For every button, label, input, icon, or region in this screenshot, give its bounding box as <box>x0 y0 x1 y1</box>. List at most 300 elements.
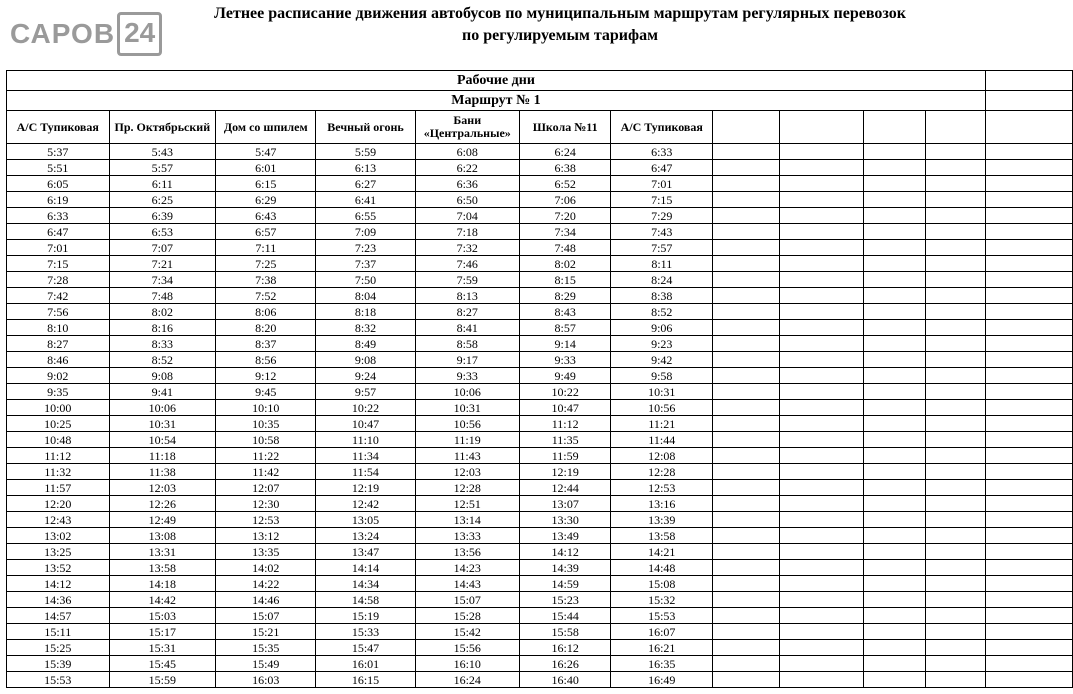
empty-cell <box>713 544 780 560</box>
time-cell: 16:35 <box>611 656 713 672</box>
empty-cell <box>985 480 1072 496</box>
empty-cell <box>864 560 926 576</box>
empty-cell <box>780 208 864 224</box>
empty-cell <box>780 544 864 560</box>
empty-cell <box>926 656 986 672</box>
time-cell: 15:23 <box>519 592 611 608</box>
stop-header: Пр. Октябрьский <box>109 111 216 144</box>
time-cell: 7:28 <box>7 272 110 288</box>
time-cell: 11:34 <box>316 448 415 464</box>
time-cell: 8:43 <box>519 304 611 320</box>
empty-cell <box>985 400 1072 416</box>
time-cell: 12:19 <box>316 480 415 496</box>
table-row <box>7 416 1073 432</box>
time-cell: 16:03 <box>216 672 316 688</box>
time-cell: 9:08 <box>109 368 216 384</box>
time-cell: 10:48 <box>7 432 110 448</box>
time-cell: 10:56 <box>611 400 713 416</box>
time-cell: 7:23 <box>316 240 415 256</box>
empty-cell <box>985 224 1072 240</box>
empty-cell <box>780 656 864 672</box>
empty-cell <box>926 240 986 256</box>
empty-cell <box>780 192 864 208</box>
time-cell: 7:04 <box>415 208 519 224</box>
time-cell: 6:15 <box>216 176 316 192</box>
time-cell: 6:08 <box>415 144 519 160</box>
empty-cell <box>864 672 926 688</box>
table-row <box>7 288 1073 304</box>
time-cell: 8:27 <box>415 304 519 320</box>
empty-cell <box>926 624 986 640</box>
empty-cell <box>926 144 986 160</box>
empty-cell <box>926 368 986 384</box>
time-cell: 15:32 <box>611 592 713 608</box>
empty-cell <box>713 352 780 368</box>
time-cell: 6:27 <box>316 176 415 192</box>
time-cell: 6:29 <box>216 192 316 208</box>
empty-cell <box>780 352 864 368</box>
empty-cell <box>926 224 986 240</box>
time-cell: 15:58 <box>519 624 611 640</box>
time-cell: 8:18 <box>316 304 415 320</box>
time-cell: 13:31 <box>109 544 216 560</box>
empty-cell <box>713 240 780 256</box>
empty-cell <box>780 144 864 160</box>
table-row <box>7 304 1073 320</box>
time-cell: 7:21 <box>109 256 216 272</box>
table-row <box>7 336 1073 352</box>
time-cell: 12:20 <box>7 496 110 512</box>
empty-cell <box>985 320 1072 336</box>
empty-cell <box>780 592 864 608</box>
empty-cell <box>926 544 986 560</box>
time-cell: 14:14 <box>316 560 415 576</box>
empty-cell <box>985 528 1072 544</box>
table-row <box>7 560 1073 576</box>
empty-cell <box>780 576 864 592</box>
time-cell: 7:38 <box>216 272 316 288</box>
time-cell: 6:47 <box>611 160 713 176</box>
empty-cell <box>985 160 1072 176</box>
time-cell: 14:18 <box>109 576 216 592</box>
time-cell: 11:38 <box>109 464 216 480</box>
empty-cell <box>985 384 1072 400</box>
empty-cell <box>864 144 926 160</box>
time-cell: 8:15 <box>519 272 611 288</box>
empty-cell <box>864 304 926 320</box>
time-cell: 11:43 <box>415 448 519 464</box>
time-cell: 6:50 <box>415 192 519 208</box>
empty-cell <box>713 224 780 240</box>
route-cell: Маршрут № 1 <box>7 91 986 111</box>
empty-cell <box>926 560 986 576</box>
day-type-cell: Рабочие дни <box>7 71 986 91</box>
time-cell: 12:43 <box>7 512 110 528</box>
empty-cell <box>985 608 1072 624</box>
time-cell: 14:23 <box>415 560 519 576</box>
time-cell: 13:12 <box>216 528 316 544</box>
time-cell: 13:49 <box>519 528 611 544</box>
time-cell: 15:59 <box>109 672 216 688</box>
time-cell: 8:24 <box>611 272 713 288</box>
stop-header: Школа №11 <box>519 111 611 144</box>
empty-cell <box>713 512 780 528</box>
time-cell: 13:35 <box>216 544 316 560</box>
time-cell: 9:33 <box>415 368 519 384</box>
time-cell: 10:47 <box>519 400 611 416</box>
empty-cell <box>864 176 926 192</box>
time-cell: 7:07 <box>109 240 216 256</box>
empty-cell <box>713 160 780 176</box>
time-cell: 9:12 <box>216 368 316 384</box>
time-cell: 7:43 <box>611 224 713 240</box>
time-cell: 12:28 <box>611 464 713 480</box>
time-cell: 6:55 <box>316 208 415 224</box>
time-cell: 10:31 <box>611 384 713 400</box>
empty-cell <box>864 111 926 144</box>
time-cell: 12:30 <box>216 496 316 512</box>
empty-cell <box>985 336 1072 352</box>
empty-cell <box>780 432 864 448</box>
stop-header: А/С Тупиковая <box>7 111 110 144</box>
stop-header: Бани «Центральные» <box>415 111 519 144</box>
time-cell: 16:15 <box>316 672 415 688</box>
time-cell: 7:20 <box>519 208 611 224</box>
empty-cell <box>864 592 926 608</box>
empty-cell <box>713 336 780 352</box>
time-cell: 6:25 <box>109 192 216 208</box>
table-row <box>7 512 1073 528</box>
time-cell: 8:52 <box>611 304 713 320</box>
time-cell: 7:06 <box>519 192 611 208</box>
empty-cell <box>926 464 986 480</box>
time-cell: 13:05 <box>316 512 415 528</box>
empty-cell <box>780 336 864 352</box>
time-cell: 8:52 <box>109 352 216 368</box>
time-cell: 10:54 <box>109 432 216 448</box>
time-cell: 14:43 <box>415 576 519 592</box>
table-row <box>7 496 1073 512</box>
time-cell: 10:47 <box>316 416 415 432</box>
time-cell: 16:01 <box>316 656 415 672</box>
empty-cell <box>985 560 1072 576</box>
time-cell: 11:10 <box>316 432 415 448</box>
empty-cell <box>864 656 926 672</box>
empty-cell <box>713 144 780 160</box>
time-cell: 11:57 <box>7 480 110 496</box>
time-cell: 15:44 <box>519 608 611 624</box>
stop-header: Вечный огонь <box>316 111 415 144</box>
stop-header: А/С Тупиковая <box>611 111 713 144</box>
time-cell: 10:25 <box>7 416 110 432</box>
time-cell: 5:57 <box>109 160 216 176</box>
empty-cell <box>780 608 864 624</box>
time-cell: 7:29 <box>611 208 713 224</box>
time-cell: 16:10 <box>415 656 519 672</box>
time-cell: 13:14 <box>415 512 519 528</box>
empty-cell <box>864 224 926 240</box>
time-cell: 9:17 <box>415 352 519 368</box>
time-cell: 9:42 <box>611 352 713 368</box>
empty-cell <box>926 672 986 688</box>
time-cell: 14:39 <box>519 560 611 576</box>
table-row <box>7 272 1073 288</box>
table-row <box>7 240 1073 256</box>
time-cell: 11:59 <box>519 448 611 464</box>
time-cell: 8:16 <box>109 320 216 336</box>
empty-cell <box>864 448 926 464</box>
table-row <box>7 448 1073 464</box>
time-cell: 8:02 <box>109 304 216 320</box>
time-cell: 15:53 <box>7 672 110 688</box>
time-cell: 15:25 <box>7 640 110 656</box>
table-row <box>7 464 1073 480</box>
time-cell: 14:34 <box>316 576 415 592</box>
empty-cell <box>780 640 864 656</box>
empty-cell <box>713 656 780 672</box>
time-cell: 12:03 <box>109 480 216 496</box>
time-cell: 9:33 <box>519 352 611 368</box>
empty-cell <box>864 192 926 208</box>
time-cell: 7:01 <box>7 240 110 256</box>
time-cell: 11:19 <box>415 432 519 448</box>
title-line-1: Летнее расписание движения автобусов по муниципальным маршрутам регулярных перевозок <box>214 5 906 22</box>
table-row <box>7 160 1073 176</box>
time-cell: 13:02 <box>7 528 110 544</box>
time-cell: 7:42 <box>7 288 110 304</box>
time-cell: 13:58 <box>611 528 713 544</box>
empty-cell <box>985 71 1072 91</box>
empty-cell <box>985 512 1072 528</box>
time-cell: 7:48 <box>109 288 216 304</box>
time-cell: 15:56 <box>415 640 519 656</box>
empty-cell <box>780 416 864 432</box>
time-cell: 10:56 <box>415 416 519 432</box>
empty-cell <box>780 111 864 144</box>
time-cell: 8:04 <box>316 288 415 304</box>
empty-cell <box>864 400 926 416</box>
time-cell: 10:22 <box>519 384 611 400</box>
empty-cell <box>780 224 864 240</box>
time-cell: 14:46 <box>216 592 316 608</box>
page-title <box>180 3 940 47</box>
time-cell: 15:28 <box>415 608 519 624</box>
empty-cell <box>985 416 1072 432</box>
empty-cell <box>985 624 1072 640</box>
time-cell: 6:05 <box>7 176 110 192</box>
time-cell: 10:58 <box>216 432 316 448</box>
empty-cell <box>864 288 926 304</box>
table-row <box>7 208 1073 224</box>
time-cell: 8:41 <box>415 320 519 336</box>
time-cell: 11:54 <box>316 464 415 480</box>
time-cell: 5:51 <box>7 160 110 176</box>
time-cell: 15:08 <box>611 576 713 592</box>
time-cell: 11:18 <box>109 448 216 464</box>
time-cell: 14:48 <box>611 560 713 576</box>
table-row <box>7 480 1073 496</box>
time-cell: 7:15 <box>611 192 713 208</box>
time-cell: 11:32 <box>7 464 110 480</box>
time-cell: 9:35 <box>7 384 110 400</box>
time-cell: 6:13 <box>316 160 415 176</box>
time-cell: 16:07 <box>611 624 713 640</box>
empty-cell <box>864 320 926 336</box>
header-row-route <box>7 91 1073 111</box>
table-row <box>7 608 1073 624</box>
empty-cell <box>864 432 926 448</box>
time-cell: 6:36 <box>415 176 519 192</box>
time-cell: 6:11 <box>109 176 216 192</box>
empty-cell <box>713 192 780 208</box>
time-cell: 15:35 <box>216 640 316 656</box>
empty-cell <box>864 480 926 496</box>
empty-cell <box>926 111 986 144</box>
time-cell: 13:52 <box>7 560 110 576</box>
time-cell: 12:28 <box>415 480 519 496</box>
time-cell: 7:09 <box>316 224 415 240</box>
logo-number-box: 24 <box>117 12 162 56</box>
empty-cell <box>985 288 1072 304</box>
empty-cell <box>864 464 926 480</box>
time-cell: 9:06 <box>611 320 713 336</box>
time-cell: 15:47 <box>316 640 415 656</box>
time-cell: 14:02 <box>216 560 316 576</box>
time-cell: 12:53 <box>216 512 316 528</box>
empty-cell <box>864 544 926 560</box>
empty-cell <box>713 640 780 656</box>
empty-cell <box>985 192 1072 208</box>
empty-cell <box>926 512 986 528</box>
empty-cell <box>713 432 780 448</box>
time-cell: 15:11 <box>7 624 110 640</box>
time-cell: 10:06 <box>415 384 519 400</box>
time-cell: 8:10 <box>7 320 110 336</box>
time-cell: 6:39 <box>109 208 216 224</box>
time-cell: 15:39 <box>7 656 110 672</box>
time-cell: 11:22 <box>216 448 316 464</box>
time-cell: 6:01 <box>216 160 316 176</box>
empty-cell <box>864 496 926 512</box>
empty-cell <box>713 608 780 624</box>
empty-cell <box>985 240 1072 256</box>
empty-cell <box>864 416 926 432</box>
stops-header-row <box>7 111 1073 144</box>
empty-cell <box>926 320 986 336</box>
time-cell: 15:42 <box>415 624 519 640</box>
time-cell: 11:44 <box>611 432 713 448</box>
time-cell: 12:07 <box>216 480 316 496</box>
time-cell: 6:53 <box>109 224 216 240</box>
table-row <box>7 320 1073 336</box>
time-cell: 13:39 <box>611 512 713 528</box>
time-cell: 15:21 <box>216 624 316 640</box>
empty-cell <box>780 368 864 384</box>
empty-cell <box>926 592 986 608</box>
time-cell: 8:27 <box>7 336 110 352</box>
time-cell: 6:22 <box>415 160 519 176</box>
empty-cell <box>926 640 986 656</box>
time-cell: 14:59 <box>519 576 611 592</box>
time-cell: 13:47 <box>316 544 415 560</box>
empty-cell <box>713 592 780 608</box>
empty-cell <box>713 368 780 384</box>
empty-cell <box>780 272 864 288</box>
empty-cell <box>713 111 780 144</box>
time-cell: 9:41 <box>109 384 216 400</box>
empty-cell <box>713 384 780 400</box>
empty-cell <box>926 400 986 416</box>
time-cell: 16:21 <box>611 640 713 656</box>
time-cell: 13:24 <box>316 528 415 544</box>
time-cell: 14:36 <box>7 592 110 608</box>
time-cell: 6:33 <box>611 144 713 160</box>
empty-cell <box>926 608 986 624</box>
empty-cell <box>926 448 986 464</box>
empty-cell <box>926 208 986 224</box>
time-cell: 9:49 <box>519 368 611 384</box>
empty-cell <box>713 176 780 192</box>
table-row <box>7 544 1073 560</box>
time-cell: 7:34 <box>519 224 611 240</box>
empty-cell <box>926 496 986 512</box>
table-row <box>7 640 1073 656</box>
table-row <box>7 144 1073 160</box>
empty-cell <box>926 176 986 192</box>
table-row <box>7 368 1073 384</box>
empty-cell <box>780 528 864 544</box>
empty-cell <box>985 352 1072 368</box>
empty-cell <box>713 272 780 288</box>
time-cell: 11:21 <box>611 416 713 432</box>
time-cell: 5:43 <box>109 144 216 160</box>
logo-text: САРОВ <box>10 18 116 49</box>
time-cell: 8:49 <box>316 336 415 352</box>
empty-cell <box>864 352 926 368</box>
empty-cell <box>780 320 864 336</box>
empty-cell <box>864 240 926 256</box>
header-row-day-type <box>7 71 1073 91</box>
empty-cell <box>985 448 1072 464</box>
time-cell: 7:32 <box>415 240 519 256</box>
empty-cell <box>985 640 1072 656</box>
time-cell: 8:56 <box>216 352 316 368</box>
stop-header: Дом со шпилем <box>216 111 316 144</box>
time-cell: 10:31 <box>415 400 519 416</box>
empty-cell <box>713 320 780 336</box>
time-cell: 7:56 <box>7 304 110 320</box>
time-cell: 10:10 <box>216 400 316 416</box>
empty-cell <box>926 304 986 320</box>
empty-cell <box>713 672 780 688</box>
time-cell: 12:44 <box>519 480 611 496</box>
time-cell: 11:35 <box>519 432 611 448</box>
time-cell: 7:52 <box>216 288 316 304</box>
empty-cell <box>713 576 780 592</box>
time-cell: 13:25 <box>7 544 110 560</box>
empty-cell <box>713 496 780 512</box>
empty-cell <box>926 432 986 448</box>
time-cell: 14:22 <box>216 576 316 592</box>
time-cell: 9:57 <box>316 384 415 400</box>
time-cell: 5:37 <box>7 144 110 160</box>
empty-cell <box>864 256 926 272</box>
empty-cell <box>926 528 986 544</box>
time-cell: 12:53 <box>611 480 713 496</box>
time-cell: 15:31 <box>109 640 216 656</box>
time-cell: 7:46 <box>415 256 519 272</box>
empty-cell <box>926 416 986 432</box>
